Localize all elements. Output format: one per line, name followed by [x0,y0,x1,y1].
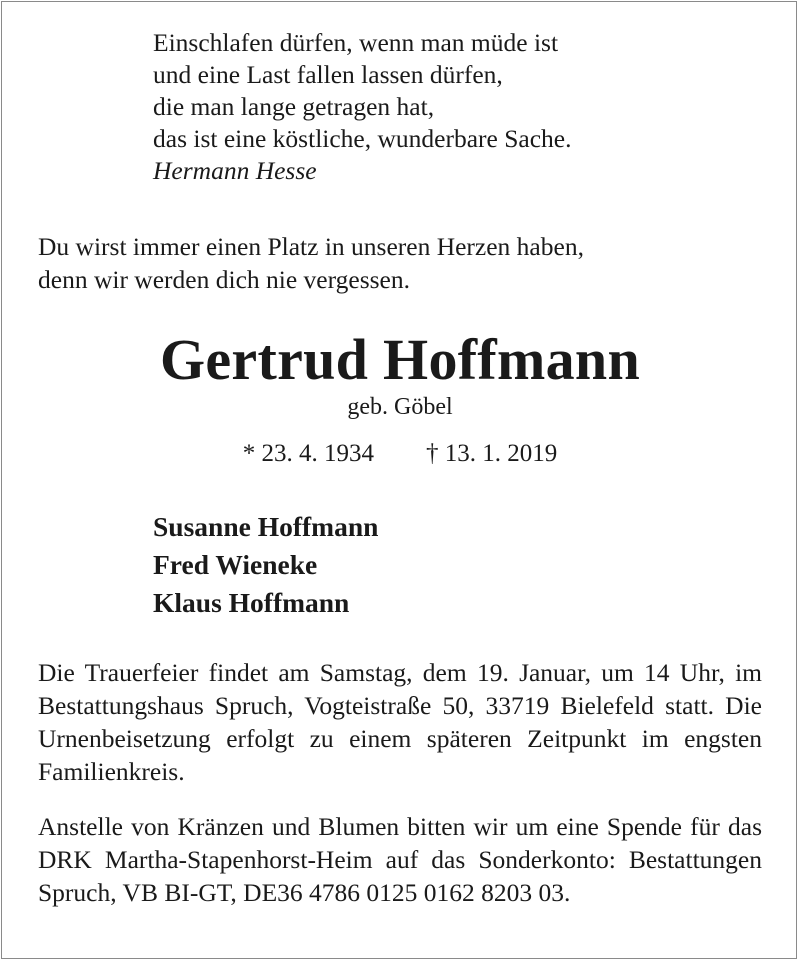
poem-line: Einschlafen dürfen, wenn man müde ist [153,28,559,57]
mourners-list [153,508,378,622]
intro-line: denn wir werden dich nie vergessen. [38,265,410,294]
birth-date: * 23. 4. 1934 [242,440,374,467]
intro-line: Du wirst immer einen Platz in unseren Herzen haben, [38,232,584,261]
donation-paragraph: Anstelle von Kränzen und Blumen bitten wir um eine Spende für das DRK Martha-Stapenhorst-Heim auf das Sonderkonto: Bestattungen Spruch, VB BI-GT, DE36 4786 0125 0162 8203 03. [38,812,762,907]
deceased-name: Gertrud Hoffmann [159,327,641,392]
poem-line: die man lange getragen hat, [153,92,435,121]
maiden-name: geb. Göbel [347,394,453,420]
mourner-name: Klaus Hoffmann [153,587,350,618]
poem-line: und eine Last fallen lassen dürfen, [153,60,503,89]
death-date: † 13. 1. 2019 [426,440,558,467]
intro-text [38,230,584,296]
ceremony-paragraph: Die Trauerfeier findet am Samstag, dem 19. Januar, um 14 Uhr, im Bestattungshaus Spruch, Vogteistraße 50, 33719 Bielefeld statt. Die Urnenbeisetzung erfolgt zu einem späteren Zeitpunkt im engsten Familienkreis. [38,658,762,786]
mourner-name: Susanne Hoffmann [153,511,379,542]
poem-author: Hermann Hesse [153,156,317,185]
poem-line: das ist eine köstliche, wunderbare Sache. [153,124,572,153]
poem-quote [153,27,571,187]
mourner-name: Fred Wieneke [153,549,318,580]
life-dates [0,439,800,469]
